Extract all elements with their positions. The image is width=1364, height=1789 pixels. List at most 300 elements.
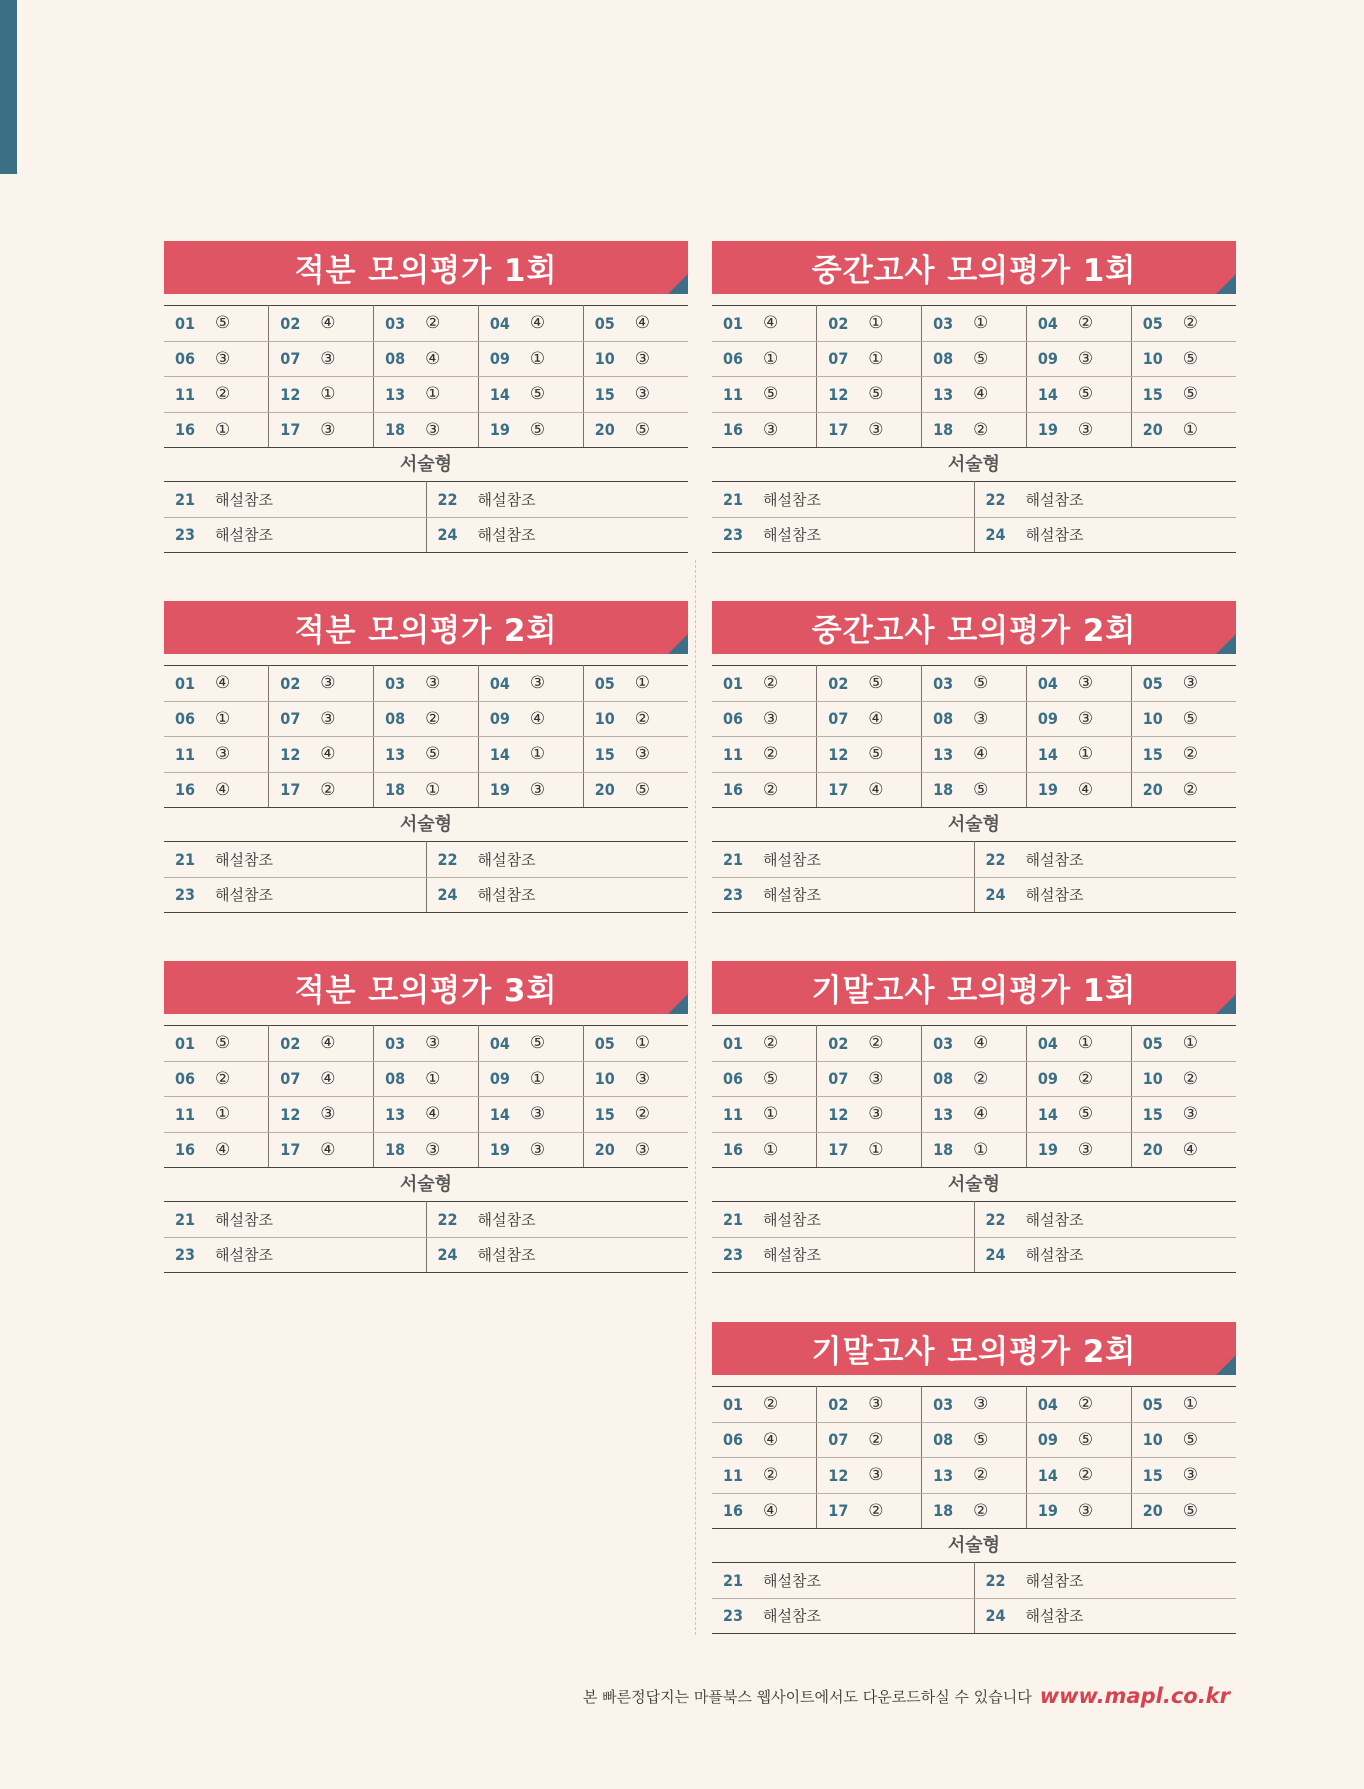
answer-cell-content [584, 349, 688, 369]
answer-cell-content [269, 1104, 373, 1124]
answer-cell-content [374, 1069, 478, 1089]
essay-cell [164, 482, 426, 518]
answer-choice: ④ [320, 313, 336, 334]
question-number: 22 [437, 849, 458, 869]
multiple-choice-grid [164, 305, 688, 448]
answer-cell [164, 666, 269, 702]
answer-choice: ③ [868, 1104, 884, 1125]
answer-cell-content [269, 313, 373, 333]
answer-cell-content [479, 780, 583, 800]
question-number: 06 [723, 349, 744, 369]
essay-cell-content [975, 1570, 1237, 1591]
answer-cell [817, 666, 922, 702]
answer-cell [583, 306, 688, 342]
answer-cell [1131, 1097, 1236, 1133]
question-number: 07 [828, 1430, 849, 1450]
essay-cell [974, 1237, 1236, 1273]
essay-answer: 해설참조 [763, 1246, 821, 1265]
answer-choice: ② [1077, 1394, 1094, 1415]
answer-choice: ④ [215, 779, 231, 800]
question-number: 18 [385, 1140, 406, 1160]
answer-choice: ② [215, 384, 231, 405]
answer-choice: ④ [320, 1033, 336, 1054]
answer-choice: ② [215, 1068, 231, 1089]
question-number: 07 [828, 709, 849, 729]
answer-choice: ③ [868, 1068, 884, 1089]
essay-cell-content [427, 884, 689, 905]
answer-cell [478, 306, 583, 342]
answer-cell [164, 412, 269, 448]
question-number: 06 [175, 349, 196, 369]
answer-row [164, 666, 688, 702]
question-number: 05 [1142, 1033, 1163, 1053]
answer-cell [164, 1061, 269, 1097]
question-number: 19 [1037, 1140, 1058, 1160]
answer-cell [164, 737, 269, 773]
question-number: 21 [723, 849, 744, 869]
answer-cell [478, 377, 583, 413]
answer-cell-content [164, 744, 268, 764]
answer-choice: ③ [425, 1033, 441, 1054]
answer-cell-content [1132, 384, 1236, 404]
answer-cell [817, 377, 922, 413]
answer-cell [164, 1132, 269, 1168]
answer-row [712, 306, 1236, 342]
answer-cell [374, 772, 479, 808]
answer-cell [164, 341, 269, 377]
question-number: 18 [933, 780, 954, 800]
answer-choice: ⑤ [1182, 708, 1198, 729]
essay-answer: 해설참조 [477, 1246, 536, 1265]
essay-cell-content [427, 489, 689, 510]
answer-choice: ③ [634, 384, 650, 405]
answer-cell-content [374, 1140, 478, 1160]
answer-choice: ③ [215, 348, 231, 369]
answer-cell-content [374, 673, 478, 693]
question-number: 02 [828, 673, 849, 693]
essay-grid [712, 1562, 1236, 1634]
answer-cell-content [479, 1104, 583, 1124]
question-number: 16 [175, 420, 196, 440]
answer-cell [269, 737, 374, 773]
answer-cell-content [1027, 1033, 1131, 1053]
answer-choice: ① [215, 419, 231, 440]
answer-choice: ⑤ [763, 384, 779, 405]
question-number: 15 [594, 384, 615, 404]
answer-cell-content [922, 1069, 1026, 1089]
answer-cell-content [1027, 744, 1131, 764]
answer-choice: ⑤ [868, 384, 884, 405]
answer-cell [478, 737, 583, 773]
answer-cell-content [269, 744, 373, 764]
essay-row [164, 877, 688, 913]
answer-cell [817, 701, 922, 737]
question-number: 02 [828, 313, 849, 333]
answer-choice: ③ [320, 673, 336, 694]
answer-row [712, 1493, 1236, 1529]
answer-cell [1026, 701, 1131, 737]
essay-cell [712, 877, 974, 913]
answer-choice: ④ [320, 1068, 336, 1089]
banner-fold-corner [1216, 1355, 1236, 1375]
answer-cell-content [374, 744, 478, 764]
answer-block [164, 241, 688, 553]
answer-cell-content [817, 1501, 921, 1521]
essay-answer: 해설참조 [477, 490, 536, 509]
essay-section-label: 서술형 [947, 1535, 1001, 1556]
answer-choice: ② [1182, 1068, 1198, 1089]
answer-choice: ② [763, 1465, 779, 1486]
answer-choice: ⑤ [425, 744, 441, 765]
essay-cell [974, 1563, 1236, 1599]
question-number: 11 [175, 1104, 196, 1124]
answer-cell [1026, 1097, 1131, 1133]
answer-choice: ③ [320, 419, 336, 440]
essay-row [164, 1202, 688, 1238]
answer-cell-content [1027, 420, 1131, 440]
question-number: 11 [723, 744, 744, 764]
answer-choice: ③ [1182, 673, 1198, 694]
answer-choice: ③ [1077, 348, 1094, 369]
question-number: 18 [933, 1140, 954, 1160]
question-number: 06 [175, 1069, 196, 1089]
answer-choice: ① [320, 384, 336, 405]
question-number: 12 [280, 1104, 301, 1124]
answer-cell [269, 306, 374, 342]
answer-cell-content [164, 1140, 268, 1160]
question-number: 10 [594, 1069, 615, 1089]
answer-cell-content [479, 744, 583, 764]
answer-choice: ① [425, 779, 441, 800]
question-number: 23 [175, 525, 196, 545]
question-number: 05 [1142, 313, 1163, 333]
answer-choice: ⑤ [973, 1429, 989, 1450]
essay-cell [426, 482, 688, 518]
question-number: 11 [723, 384, 744, 404]
essay-cell [712, 1202, 974, 1238]
answer-row [712, 1132, 1236, 1168]
answer-choice: ① [973, 1139, 989, 1160]
question-number: 10 [594, 349, 615, 369]
answer-cell-content [817, 313, 921, 333]
answer-choice: ③ [868, 1394, 884, 1415]
essay-answer: 해설참조 [215, 850, 273, 869]
question-number: 05 [594, 1033, 615, 1053]
question-number: 22 [437, 1209, 458, 1229]
essay-cell [974, 842, 1236, 878]
question-number: 12 [280, 384, 301, 404]
question-number: 16 [723, 420, 744, 440]
question-number: 14 [1037, 384, 1058, 404]
answer-choice: ② [973, 419, 989, 440]
essay-section-label: 서술형 [399, 454, 453, 475]
answer-cell-content [1132, 673, 1236, 693]
answer-choice: ③ [529, 1139, 546, 1160]
answer-cell [1026, 737, 1131, 773]
question-number: 24 [985, 1245, 1006, 1265]
test-title-banner [712, 601, 1236, 654]
answer-cell-content [817, 1033, 921, 1053]
answer-cell [374, 412, 479, 448]
banner-fold-corner [1216, 634, 1236, 654]
answer-choice: ④ [973, 744, 989, 765]
answer-cell-content [817, 1430, 921, 1450]
question-number: 19 [489, 1140, 510, 1160]
answer-cell-content [269, 420, 373, 440]
answer-choice: ① [634, 1033, 650, 1054]
essay-cell-content [427, 849, 689, 870]
answer-cell [269, 701, 374, 737]
question-number: 04 [489, 673, 510, 693]
side-tab [0, 0, 17, 174]
question-number: 02 [280, 313, 301, 333]
answer-cell-content [712, 1394, 816, 1414]
test-title: 중간고사 모의평가 2회 [811, 613, 1137, 649]
essay-row [712, 1202, 1236, 1238]
essay-cell [164, 1202, 426, 1238]
question-number: 16 [723, 1140, 744, 1160]
essay-grid [164, 481, 688, 553]
answer-cell-content [1027, 349, 1131, 369]
answer-cell [1131, 1493, 1236, 1529]
question-number: 12 [828, 744, 849, 764]
question-number: 18 [385, 420, 406, 440]
question-number: 21 [723, 489, 744, 509]
answer-cell-content [712, 780, 816, 800]
question-number: 09 [1037, 349, 1058, 369]
answer-cell-content [584, 780, 688, 800]
answer-cell [1026, 1493, 1131, 1529]
essay-cell-content [427, 1244, 689, 1265]
answer-cell-content [817, 384, 921, 404]
answer-cell [817, 341, 922, 377]
answer-cell-content [584, 420, 688, 440]
answer-cell-content [817, 420, 921, 440]
question-number: 16 [723, 780, 744, 800]
answer-cell [374, 306, 479, 342]
answer-choice: ① [1182, 1394, 1198, 1415]
question-number: 01 [723, 313, 744, 333]
answer-choice: ② [1182, 779, 1198, 800]
answer-cell-content [1027, 1140, 1131, 1160]
answer-cell-content [479, 420, 583, 440]
test-title-banner [164, 241, 688, 294]
answer-cell-content [1027, 384, 1131, 404]
question-number: 16 [175, 1140, 196, 1160]
answer-cell [269, 412, 374, 448]
answer-choice: ③ [425, 419, 441, 440]
question-number: 19 [1037, 780, 1058, 800]
question-number: 01 [175, 1033, 196, 1053]
answer-cell [1026, 1422, 1131, 1458]
question-number: 03 [933, 1033, 954, 1053]
answer-cell-content [584, 1069, 688, 1089]
answer-cell [922, 1422, 1027, 1458]
question-number: 02 [280, 1033, 301, 1053]
answer-choice: ① [529, 348, 546, 369]
answer-row [712, 1097, 1236, 1133]
question-number: 07 [828, 349, 849, 369]
answer-cell-content [922, 1394, 1026, 1414]
essay-answer: 해설참조 [215, 526, 273, 545]
question-number: 08 [933, 1069, 954, 1089]
question-number: 17 [828, 1140, 849, 1160]
answer-choice: ① [1182, 1033, 1198, 1054]
question-number: 04 [1037, 673, 1058, 693]
question-number: 01 [723, 1394, 744, 1414]
answer-choice: ④ [1077, 779, 1094, 800]
answer-cell-content [164, 673, 268, 693]
answer-cell [922, 666, 1027, 702]
answer-cell-content [1132, 420, 1236, 440]
answer-choice: ④ [425, 1104, 441, 1125]
essay-section-label: 서술형 [399, 1174, 453, 1195]
answer-cell [583, 772, 688, 808]
answer-cell-content [479, 709, 583, 729]
question-number: 24 [437, 1245, 458, 1265]
answer-cell-content [1132, 1430, 1236, 1450]
answer-cell [1026, 1061, 1131, 1097]
question-number: 04 [1037, 313, 1058, 333]
answer-choice: ④ [868, 708, 884, 729]
answer-cell-content [922, 1430, 1026, 1450]
question-number: 17 [828, 780, 849, 800]
answer-cell [1026, 1458, 1131, 1494]
answer-choice: ③ [973, 708, 989, 729]
answer-row [164, 1026, 688, 1062]
answer-choice: ⑤ [529, 384, 546, 405]
question-number: 13 [385, 384, 406, 404]
answer-choice: ③ [868, 1465, 884, 1486]
essay-answer: 해설참조 [763, 1607, 821, 1626]
answer-cell-content [269, 1140, 373, 1160]
answer-row [164, 306, 688, 342]
answer-choice: ④ [763, 313, 779, 334]
answer-choice: ④ [215, 1139, 231, 1160]
answer-cell-content [269, 709, 373, 729]
essay-answer: 해설참조 [1025, 490, 1084, 509]
question-number: 18 [385, 780, 406, 800]
answer-cell [1026, 772, 1131, 808]
website-link[interactable]: www.mapl.co.kr [1039, 1684, 1230, 1708]
answer-cell-content [712, 744, 816, 764]
question-number: 14 [1037, 1104, 1058, 1124]
answer-choice: ⑤ [1077, 1429, 1094, 1450]
essay-row [712, 1563, 1236, 1599]
answer-cell-content [479, 1033, 583, 1053]
answer-cell-content [1132, 1501, 1236, 1521]
essay-cell [974, 1598, 1236, 1634]
answer-cell [164, 306, 269, 342]
answer-cell [712, 1422, 817, 1458]
question-number: 11 [723, 1465, 744, 1485]
question-number: 19 [489, 780, 510, 800]
answer-cell-content [164, 349, 268, 369]
essay-answer: 해설참조 [1025, 886, 1084, 905]
essay-cell [712, 482, 974, 518]
answer-choice: ④ [320, 1139, 336, 1160]
question-number: 07 [280, 1069, 301, 1089]
answer-choice: ③ [320, 1104, 336, 1125]
answer-cell-content [922, 384, 1026, 404]
answer-choice: ④ [425, 348, 441, 369]
answer-cell [478, 341, 583, 377]
question-number: 08 [933, 349, 954, 369]
answer-cell-content [712, 1140, 816, 1160]
answer-choice: ⑤ [1077, 384, 1094, 405]
answer-cell [712, 1026, 817, 1062]
answer-choice: ① [1182, 419, 1198, 440]
answer-choice: ② [1182, 744, 1198, 765]
answer-cell-content [817, 349, 921, 369]
answer-cell [712, 666, 817, 702]
answer-choice: ③ [1077, 419, 1094, 440]
essay-row [712, 482, 1236, 518]
answer-cell-content [922, 1104, 1026, 1124]
answer-cell-content [922, 780, 1026, 800]
answer-cell [374, 666, 479, 702]
footer [583, 1684, 1230, 1708]
answer-cell-content [817, 1465, 921, 1485]
question-number: 02 [828, 1033, 849, 1053]
answer-choice: ③ [529, 779, 546, 800]
essay-row [712, 1237, 1236, 1273]
answer-choice: ④ [868, 779, 884, 800]
answer-cell [374, 341, 479, 377]
essay-answer: 해설참조 [215, 1246, 273, 1265]
answer-choice: ④ [973, 1104, 989, 1125]
answer-cell-content [1027, 780, 1131, 800]
essay-cell-content [975, 1244, 1237, 1265]
essay-answer: 해설참조 [763, 886, 821, 905]
question-number: 06 [175, 709, 196, 729]
answer-cell [817, 1061, 922, 1097]
essay-cell-content [164, 1209, 426, 1230]
essay-answer: 해설참조 [1025, 850, 1084, 869]
answer-choice: ② [425, 708, 441, 729]
answer-choice: ① [763, 1104, 779, 1125]
answer-cell [269, 1097, 374, 1133]
essay-section-label: 서술형 [947, 1174, 1001, 1195]
question-number: 01 [175, 673, 196, 693]
question-number: 08 [933, 709, 954, 729]
essay-answer: 해설참조 [1025, 526, 1084, 545]
answer-cell [817, 1132, 922, 1168]
answer-cell [269, 1061, 374, 1097]
answer-cell [478, 1132, 583, 1168]
answer-choice: ⑤ [1077, 1104, 1094, 1125]
answer-cell [478, 412, 583, 448]
answer-choice: ⑤ [973, 673, 989, 694]
answer-cell [478, 701, 583, 737]
answer-cell [478, 666, 583, 702]
essay-row [712, 877, 1236, 913]
answer-cell-content [922, 313, 1026, 333]
answer-cell [478, 1061, 583, 1097]
answer-cell-content [584, 1033, 688, 1053]
question-number: 04 [489, 1033, 510, 1053]
essay-cell [974, 877, 1236, 913]
answer-choice: ⑤ [763, 1068, 779, 1089]
answer-choice: ① [215, 708, 231, 729]
question-number: 04 [1037, 1033, 1058, 1053]
answer-choice: ① [868, 1139, 884, 1160]
test-title-banner [712, 1322, 1236, 1375]
answer-cell-content [817, 709, 921, 729]
answer-cell-content [1132, 780, 1236, 800]
answer-choice: ③ [763, 708, 779, 729]
essay-answer: 해설참조 [1025, 1246, 1084, 1265]
